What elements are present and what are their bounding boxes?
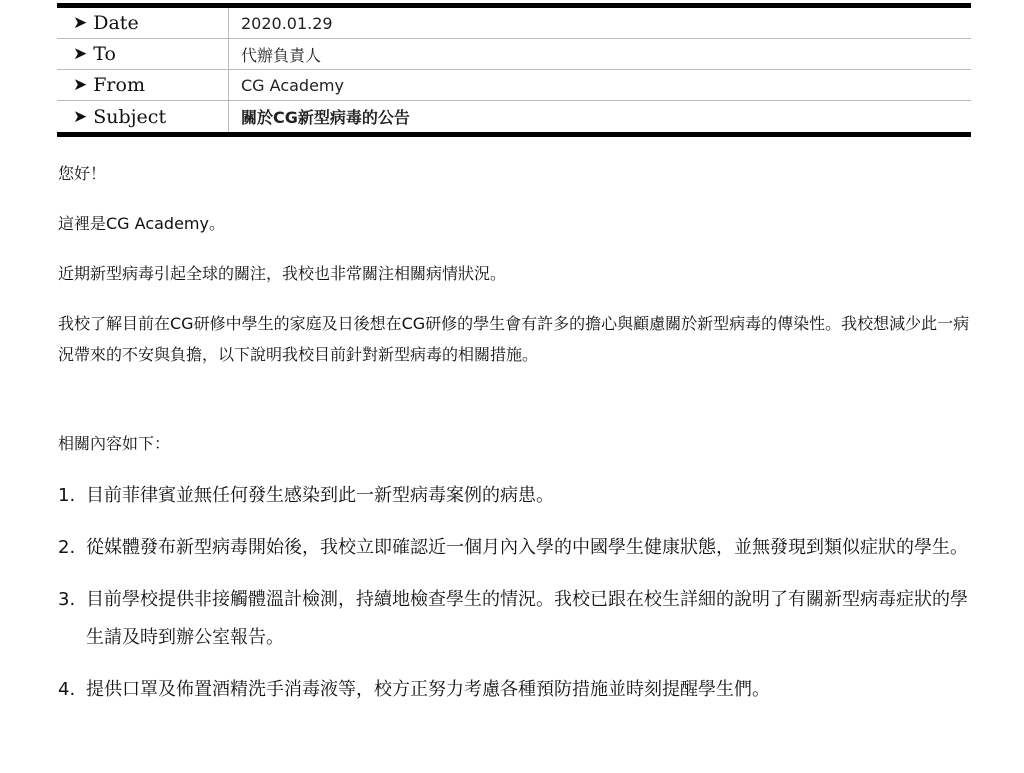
header-value-date: 2020.01.29 bbox=[241, 13, 333, 33]
list-item-text: 從媒體發布新型病毒開始後，我校立即確認近一個月內入學的中國學生健康狀態，並無發現到類似症狀的學生。 bbox=[86, 537, 968, 558]
list-item-text: 提供口罩及佈置酒精洗手消毒液等，校方正努力考慮各種預防措施並時刻提醒學生們。 bbox=[86, 679, 770, 700]
paragraph-2: 我校了解目前在CG研修中學生的家庭及日後想在CG研修的學生會有許多的擔心與顧慮關於新型病毒的傳染性。我校想減少此一病況帶來的不安與負擔，以下說明我校目前針對新型病毒的相關措施。 bbox=[58, 314, 970, 364]
list-item-number: 4. bbox=[58, 679, 76, 700]
header-value-subject: 關於CG新型病毒的公告 bbox=[241, 108, 410, 127]
header-row-subject bbox=[57, 101, 971, 132]
list-item-text: 目前菲律賓並無任何發生感染到此一新型病毒案例的病患。 bbox=[86, 485, 554, 506]
list-item bbox=[58, 529, 978, 567]
list-item-number: 1. bbox=[58, 485, 76, 506]
memo-header-table bbox=[57, 3, 971, 137]
header-label-date: Date bbox=[93, 12, 139, 34]
header-value-from: CG Academy bbox=[241, 75, 344, 95]
list-item bbox=[58, 477, 978, 515]
intro-text: 這裡是CG Academy。 bbox=[58, 214, 225, 233]
list-item bbox=[58, 671, 978, 709]
arrow-icon: ➤ bbox=[73, 44, 88, 64]
list-item-text: 目前學校提供非接觸體溫計檢測，持續地檢查學生的情況。我校已跟在校生詳細的說明了有關新型病毒症狀的學生請及時到辦公室報告。 bbox=[86, 589, 968, 648]
list-item-number: 3. bbox=[58, 589, 76, 610]
arrow-icon: ➤ bbox=[73, 106, 88, 127]
list-heading: 相關內容如下： bbox=[58, 434, 171, 453]
header-value-to: 代辦負責人 bbox=[241, 45, 322, 65]
header-label-subject: Subject bbox=[93, 105, 167, 128]
measures-list bbox=[58, 477, 978, 709]
memo-body bbox=[58, 158, 978, 709]
header-row-date bbox=[57, 8, 971, 39]
header-row-from bbox=[57, 70, 971, 101]
paragraph-1: 近期新型病毒引起全球的關注，我校也非常關注相關病情狀況。 bbox=[58, 264, 507, 283]
header-row-to bbox=[57, 39, 971, 70]
arrow-icon: ➤ bbox=[73, 75, 88, 95]
list-item-number: 2. bbox=[58, 537, 76, 558]
arrow-icon: ➤ bbox=[73, 13, 88, 33]
list-item bbox=[58, 581, 978, 657]
greeting: 您好！ bbox=[58, 164, 107, 183]
header-label-to: To bbox=[93, 43, 116, 65]
header-label-from: From bbox=[93, 74, 145, 96]
